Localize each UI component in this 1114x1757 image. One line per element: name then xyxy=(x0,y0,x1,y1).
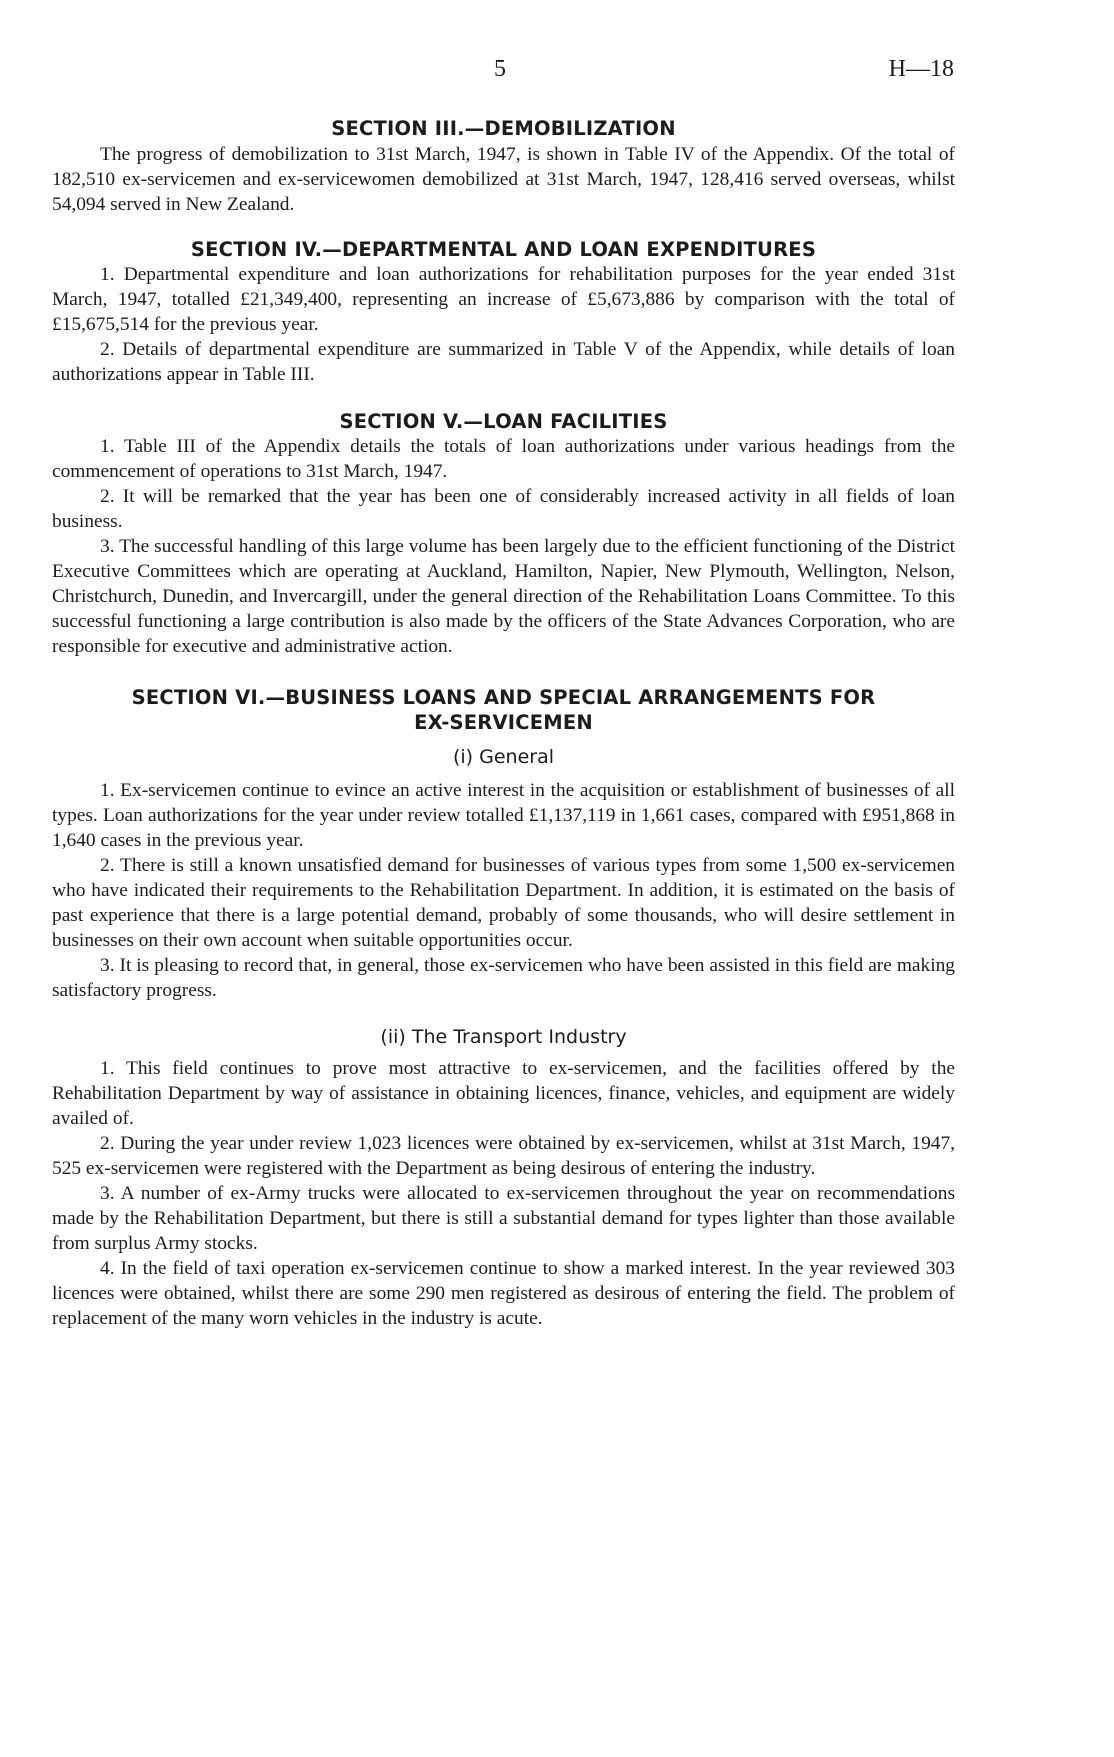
subsection-transport xyxy=(52,1025,955,1331)
section-heading: SECTION IV.—DEPARTMENTAL AND LOAN EXPENDITURES xyxy=(190,238,817,261)
subsection-heading: (i) General xyxy=(452,746,555,768)
paragraph: 2. It will be remarked that the year has been one of considerably increased activity in all fields of loan business. xyxy=(52,486,955,532)
section-heading: SECTION V.—LOAN FACILITIES xyxy=(339,410,668,433)
paragraph: 4. In the field of taxi operation ex-servicemen continue to show a marked interest. In the year reviewed 303 licences were obtained, whilst there are some 290 men registered as desirous of entering the field. The problem of replacement of the many worn vehicles in the industry is acute. xyxy=(52,1258,955,1329)
subsection-general xyxy=(52,745,955,1003)
paragraph: 1. Table III of the Appendix details the totals of loan authorizations under various headings from the commencement of operations to 31st March, 1947. xyxy=(52,436,955,482)
section-heading: SECTION III.—DEMOBILIZATION xyxy=(331,117,676,140)
paragraph: 1. Departmental expenditure and loan authorizations for rehabilitation purposes for the year ended 31st March, 1947, totalled £21,349,400, representing an increase of £5,673,886 by comparison with the total of £15,675,514 for the previous year. xyxy=(52,264,955,335)
section-iv xyxy=(52,237,955,387)
paragraph: 2. There is still a known unsatisfied demand for businesses of various types from some 1,500 ex-servicemen who have indicated their requirements to the Rehabilitation Department. In addition, it is estimated on the basis of past experience that there is a large potential demand, probably of some thousands, who will desire settlement in businesses on their own account when suitable opportunities occur. xyxy=(52,855,955,951)
section-heading xyxy=(52,685,955,735)
page-number: 5 xyxy=(494,56,506,82)
paragraph: 1. This field continues to prove most attractive to ex-servicemen, and the facilities offered by the Rehabilitation Department by way of assistance in obtaining licences, finance, vehicles, and equipment are widely availed of. xyxy=(52,1058,955,1129)
paragraph: 1. Ex-servicemen continue to evince an active interest in the acquisition or establishment of businesses of all types. Loan authorizations for the year under review totalled £1,137,119 in 1,661 cases, compared with £951,868 in 1,640 cases in the previous year. xyxy=(52,780,955,851)
section-vi xyxy=(52,685,955,1331)
paragraph: The progress of demobilization to 31st March, 1947, is shown in Table IV of the Appendix. Of the total of 182,510 ex-servicemen and ex-servicewomen demobilized at 31st March, 1947, 128,416 served overseas, whilst 54,094 served in New Zealand. xyxy=(52,144,955,215)
section-heading-line: EX-SERVICEMEN xyxy=(414,711,593,734)
section-heading-line: SECTION VI.—BUSINESS LOANS AND SPECIAL ARRANGEMENTS FOR xyxy=(131,686,876,709)
paragraph: 2. During the year under review 1,023 licences were obtained by ex-servicemen, whilst at 31st March, 1947, 525 ex-servicemen were registered with the Department as being desirous of entering the industry. xyxy=(52,1133,955,1179)
paragraph: 2. Details of departmental expenditure are summarized in Table V of the Appendix, while details of loan authorizations appear in Table III. xyxy=(52,339,955,385)
paragraph: 3. The successful handling of this large volume has been largely due to the efficient functioning of the District Executive Committees which are operating at Auckland, Hamilton, Napier, New Plymouth, Wellington, Nelson, Christchurch, Dunedin, and Invercargill, under the general direction of the Rehabilitation Loans Committee. To this successful functioning a large contribution is also made by the officers of the State Advances Corporation, who are responsible for executive and administrative action. xyxy=(52,536,955,657)
paragraph: 3. It is pleasing to record that, in general, those ex-servicemen who have been assisted in this field are making satisfactory progress. xyxy=(52,955,955,1001)
subsection-heading: (ii) The Transport Industry xyxy=(380,1026,627,1048)
section-iii xyxy=(52,116,955,217)
document-code: H—18 xyxy=(888,56,954,82)
paragraph: 3. A number of ex-Army trucks were allocated to ex-servicemen throughout the year on recommendations made by the Rehabilitation Department, but there is still a substantial demand for types lighter than those available from surplus Army stocks. xyxy=(52,1183,955,1254)
page-body xyxy=(52,116,955,1331)
section-v xyxy=(52,409,955,659)
